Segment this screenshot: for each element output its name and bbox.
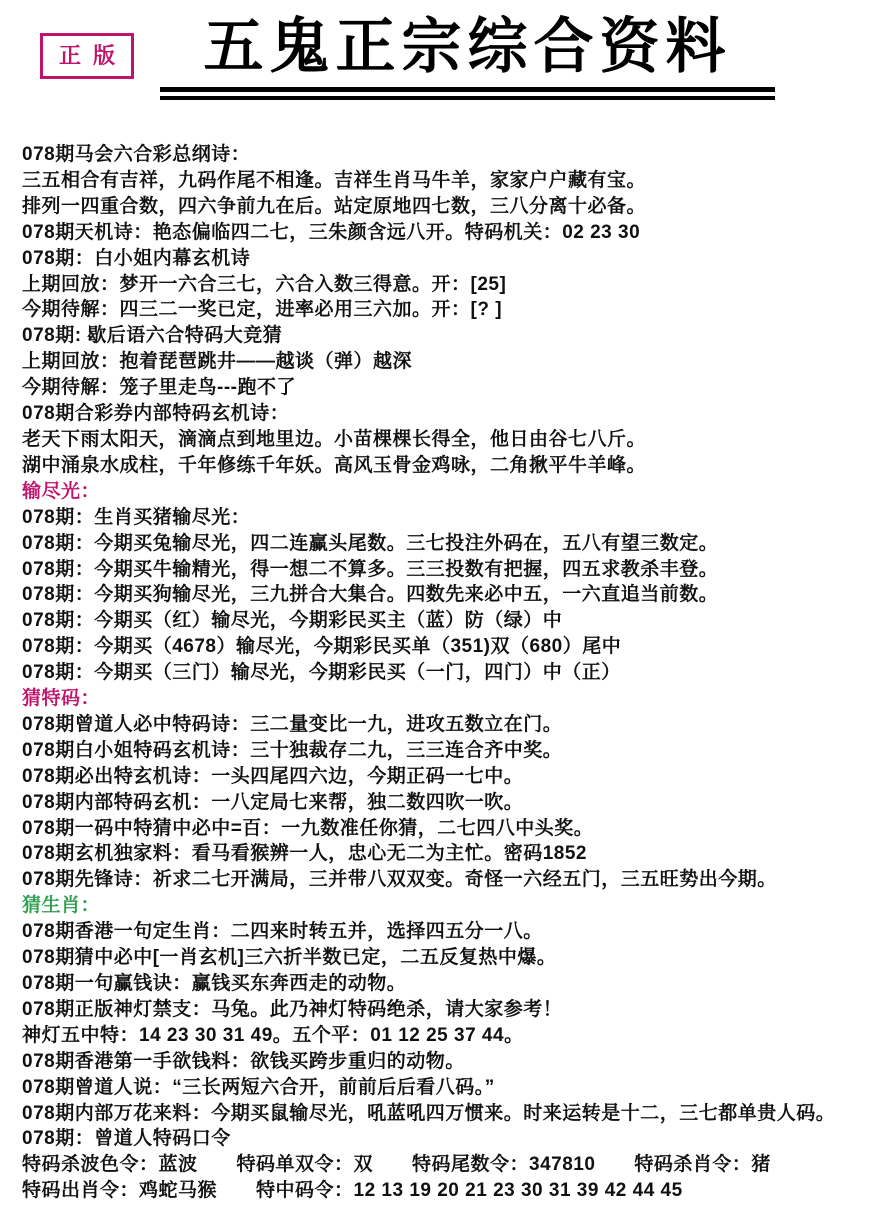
- text-line: 078期：白小姐内幕玄机诗: [22, 247, 251, 269]
- text-line: 078期：今期买（4678）输尽光，今期彩民买单（351)双（680）尾中: [22, 636, 622, 658]
- text-line: 078期先锋诗：祈求二七开满局，三并带八双双变。奇怪一六经五门，三五旺势出今期。: [22, 869, 777, 891]
- text-line: 上期回放：抱着琵琶跳井——越谈（弹）越深: [22, 351, 413, 373]
- text-line: 上期回放：梦开一六合三七，六合入数三得意。开：[25]: [22, 273, 507, 295]
- text-line: 老天下雨太阳天，滴滴点到地里边。小苗棵棵长得全，他日由谷七八斤。: [22, 428, 647, 450]
- text-line: 078期正版神灯禁支：马兔。此乃神灯特码绝杀，请大家参考！: [22, 998, 563, 1020]
- text-line: 078期一码中特猜中必中=百：一九数准任你猜，二七四八中头奖。: [22, 817, 594, 839]
- title-block: [160, 14, 775, 100]
- text-line: 078期：生肖买猪输尽光：: [22, 506, 251, 528]
- section-heading: 猜生肖：: [22, 895, 101, 917]
- text-line: 078期: 歇后语六合特码大竞猜: [22, 325, 283, 347]
- text-line: 078期必出特玄机诗：一头四尾四六边，今期正码一七中。: [22, 765, 524, 787]
- text-line: 湖中涌泉水成柱，千年修练千年妖。高风玉骨金鸡咏，二角揪平牛羊峰。: [22, 454, 647, 476]
- text-line: 078期香港第一手欲钱料：欲钱买跨步重归的动物。: [22, 1050, 465, 1072]
- text-line: 078期香港一句定生肖：二四来时转五并，选择四五分一八。: [22, 921, 543, 943]
- text-line: 078期内部特码玄机：一八定局七来帮，独二数四吹一吹。: [22, 791, 524, 813]
- genuine-badge: 正版: [40, 33, 134, 79]
- page-title: 五鬼正宗综合资料: [203, 14, 732, 80]
- text-line: 078期玄机独家料：看马看猴辨一人，忠心无二为主忙。密码1852: [22, 843, 587, 865]
- text-line: 三五相合有吉祥，九码作尾不相逢。吉祥生肖马牛羊，家家户户藏有宝。: [22, 169, 647, 191]
- text-line: 078期：今期买（红）输尽光，今期彩民买主（蓝）防（绿）中: [22, 610, 563, 632]
- text-line: 078期天机诗：艳态偏临四二七，三朱颜含远八开。特码机关：02 23 30: [22, 221, 641, 243]
- text-line: 排列一四重合数，四六争前九在后。站定原地四七数，三八分离十必备。: [22, 195, 647, 217]
- text-line: 078期曾道人说：“三长两短六合开，前前后后看八码。”: [22, 1076, 495, 1098]
- text-line: 078期：今期买牛输精光，得一想二不算多。三三投数有把握，四五求教杀丰登。: [22, 558, 719, 580]
- text-line: 078期：今期买（三门）输尽光，今期彩民买（一门，四门）中（正）: [22, 662, 621, 684]
- text-line: 今期待解：笼子里走鸟---跑不了: [22, 377, 296, 399]
- text-line: 078期猜中必中[一肖玄机]三六折半数已定，二五反复热中爆。: [22, 947, 557, 969]
- text-line: 078期：曾道人特码口令: [22, 1128, 231, 1150]
- text-line: 078期曾道人必中特码诗：三二量变比一九，进攻五数立在门。: [22, 713, 563, 735]
- text-line: 078期一句赢钱诀：赢钱买东奔西走的动物。: [22, 973, 407, 994]
- section-heading: 输尽光：: [22, 480, 101, 502]
- text-line: 078期合彩券内部特码玄机诗：: [22, 403, 290, 425]
- text-line: 特码出肖令：鸡蛇马猴 特中码令：12 13 19 20 21 23 30 31 39 42 44 45: [22, 1180, 683, 1202]
- text-line: 078期白小姐特码玄机诗：三十独裁存二九，三三连合齐中奖。: [22, 739, 563, 761]
- text-line: 078期：今期买狗输尽光，三九拼合大集合。四数先来必中五，一六直追当前数。: [22, 584, 719, 606]
- text-line: 今期待解：四三二一奖已定，进率必用三六加。开：[? ]: [22, 299, 503, 321]
- title-underline-bottom: [160, 96, 775, 100]
- content-lines: [22, 142, 875, 1204]
- text-line: 078期内部万花来料：今期买鼠输尽光，吼蓝吼四万惯来。时来运转是十二，三七都单贵人码。: [22, 1102, 836, 1124]
- section-heading: 猜特码：: [22, 688, 101, 710]
- text-line: 078期：今期买兔输尽光，四二连赢头尾数。三七投注外码在，五八有望三数定。: [22, 532, 719, 554]
- header: [0, 0, 885, 142]
- text-line: 神灯五中特：14 23 30 31 49。五个平：01 12 25 37 44。: [22, 1024, 524, 1046]
- text-line: 078期马会六合彩总纲诗：: [22, 144, 251, 165]
- text-line: 特码杀波色令：蓝波 特码单双令：双 特码尾数令：347810 特码杀肖令：猪: [22, 1154, 771, 1176]
- title-underline-top: [160, 87, 775, 92]
